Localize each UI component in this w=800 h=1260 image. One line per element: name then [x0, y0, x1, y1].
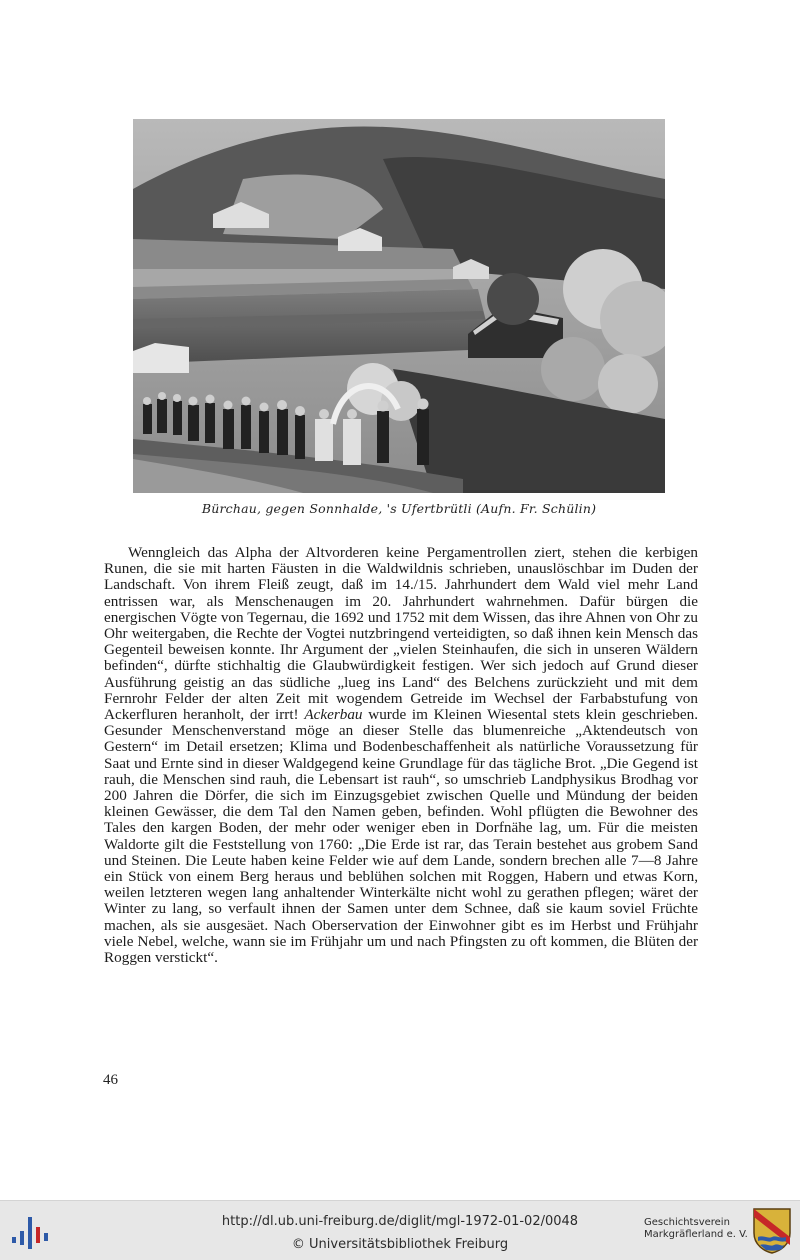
article-paragraph [104, 545, 698, 966]
emphasis-ackerbau: Ackerbau [304, 706, 363, 724]
article-body [104, 545, 698, 966]
landscape-photo-image [133, 119, 665, 493]
society-name-line1: Geschichtsverein [644, 1217, 730, 1228]
landscape-photo [133, 119, 665, 493]
document-url-link[interactable]: http://dl.ub.uni-freiburg.de/diglit/mgl-1972-01-02/0048 [221, 1214, 579, 1229]
page-number: 46 [103, 1072, 118, 1088]
society-name-line2: Markgräflerland e. V. [644, 1229, 748, 1240]
society-name[interactable] [644, 1217, 748, 1241]
photo-caption: Bürchau, gegen Sonnhalde, 's Ufertbrütli (Aufn. Fr. Schülin) [201, 501, 597, 516]
copyright-notice: © Universitätsbibliothek Freiburg [291, 1237, 509, 1252]
coat-of-arms-icon[interactable] [752, 1207, 792, 1255]
viewer-footer [0, 1200, 800, 1260]
paragraph-part-2: wurde im Kleinen Wiesental stets klein geschrieben. Gesunder Menschenverstand möge an dieser Stelle das blumenreiche „Aktendeutsch von Gestern“ im Detail ersetzen; Klima und Bodenbeschaffenheit als natürliche Voraussetzung für Saat und Ernte sind in dieser Waldgegend keine Grundlage für das tägliche Brot. „Die Gegend ist rauh, die Menschen sind rauh, die Lebensart ist rauh“, so umschrieb Landphysikus Brodhag vor 200 Jahren die Dörfer, die sich im Einzugsgebiet zwischen Quelle und Mündung der beiden kleinen Gewässer, die dem Tal den Namen geben, befinden. Wohl pflügten die Bewohner des Tales den kargen Boden, der mehr oder weniger eben in Dorfnähe lag, um. Für die meisten Waldorte gilt die Feststellung von 1760: „Die Erde ist rar, das Terain bestehet aus grobem Sand und Steinen. Die Leute haben keine Felder wie auf dem Lande, sondern brechen alle 7—8 Jahre ein Stück von einem Berg heraus und beblühen solchen mit Roggen, Habern und etwas Korn, weilen letzteren wegen lang anhaltender Winterkälte nicht wohl zu gerathen pflegen; wäret der Winter zu lang, so verfault ihnen der Samen unter dem Schnee, daß sie kaum soviel Früchte machen, als sie ausgesäet. Nach Oberservation der Einwohner gibt es im Herbst und Frühjahr viele Nebel, welche, wann sie im Frühjahr um und nach Pfingsten zu oft kommen, die Blüten der Roggen verstickt“. [104, 706, 699, 967]
paragraph-part-1: Wenngleich das Alpha der Altvorderen keine Pergamentrollen ziert, stehen die kerbigen Runen, die sie mit harten Fäusten in die Waldwildnis schrieben, unauslöschbar im Duden der Landschaft. Von ihrem Fleiß zeugt, daß im 14./15. Jahrhundert dem Wald viel mehr Land entrissen war, als Menschenaugen im 20. Jahrhundert wahrnehmen. Dafür bürgen die energischen Vögte von Tegernau, die 1692 und 1752 mit dem Wissen, das ihre Ahnen von Ohr zu Ohr weitergaben, die Rechte der Vogtei nutzbringend verteidigten, so daß ihnen kein Mensch das Gegenteil beweisen konnte. Ihr Argument der „vielen Steinhaufen, die sich in unseren Wäldern befinden“, dürfte stichhaltig die Glaubwürdigkeit festigen. Wer sich jedoch auf Grund dieser Ausführung geistig an das südliche „lueg ins Land“ des Belchens zurückzieht und mit dem Fernrohr Felder der alten Zeit mit wogendem Getreide im Wechsel der Farbabstufung von Ackerfluren heranholt, der irrt! [104, 544, 698, 724]
